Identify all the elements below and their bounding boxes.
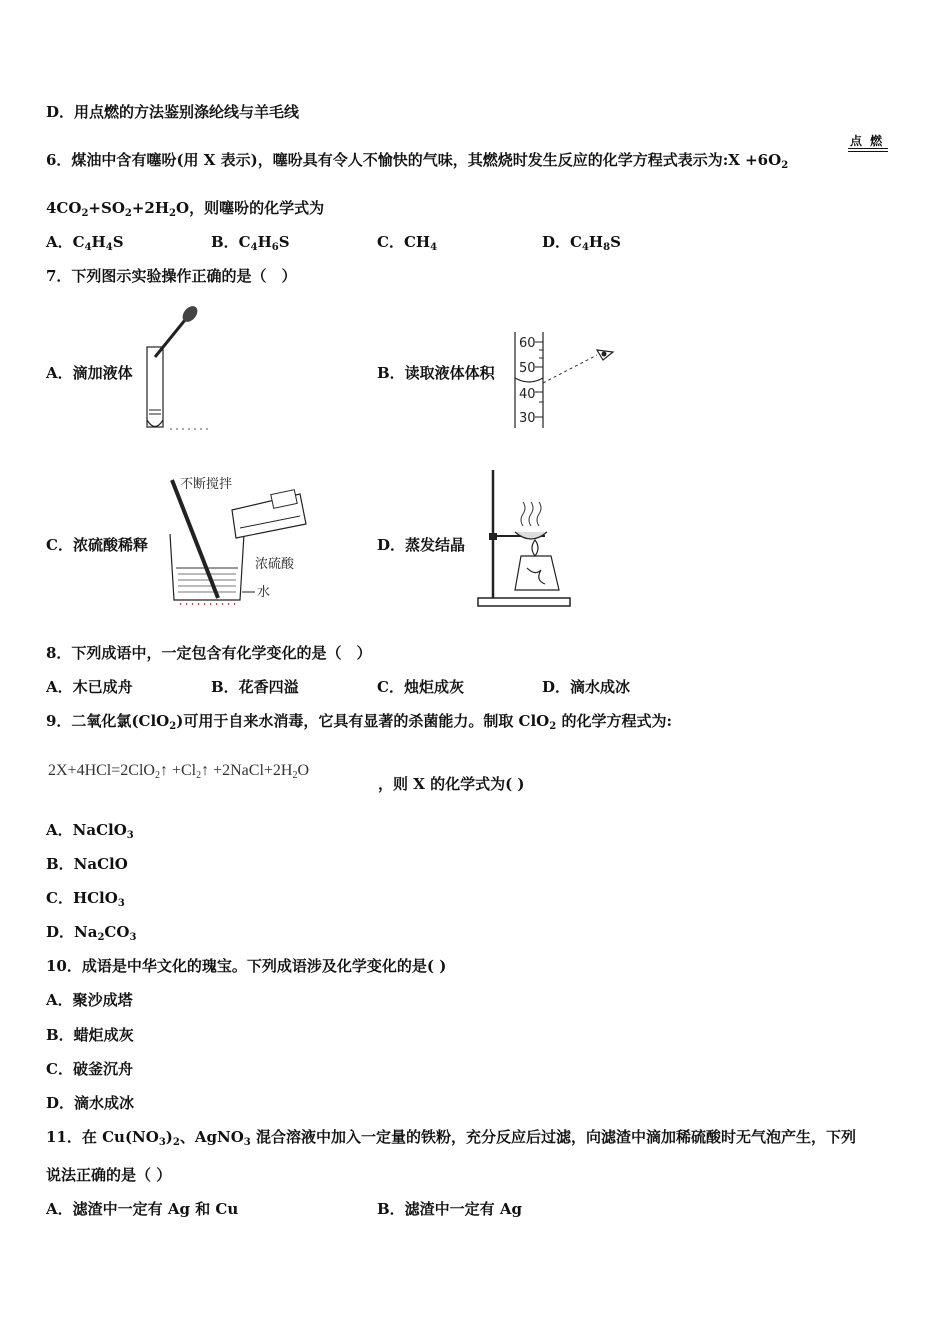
reaction-condition: 点 燃 [850, 134, 885, 148]
q6-option-c: C．$CH_4$ [377, 233, 438, 253]
q8-option-d: D．滴水成冰 [542, 678, 631, 696]
q9-stem: 9．二氧化氯(ClO$_2$)可用于自来水消毒，它具有显著的杀菌能力。制取 ClO$_2$ 的化学方程式为: [46, 712, 672, 732]
q9-equation: 2X+4HCl=2ClO$_2$↑ $+Cl_2↑$ $+2NaCl+2H_2O$ [48, 762, 310, 781]
label-stir: 不断搅拌 [180, 477, 233, 492]
q8-option-b: B．花香四溢 [211, 678, 299, 696]
q9-option-a: A．NaClO$_3$ [46, 821, 134, 841]
q10-option-d: D．滴水成冰 [46, 1094, 135, 1112]
q7-stem: 7．下列图示实验操作正确的是（ ） [46, 267, 297, 285]
flame [532, 540, 538, 556]
q11-stem: 11．在 $Cu(NO_3)_2$、AgNO$_3$ 混合溶液中加入一定量的铁粉，充分反应后过滤，向滤渣中滴加稀硫酸时无气泡产生，下列 [46, 1128, 856, 1148]
q5-option-d: D．用点燃的方法鉴别涤纶线与羊毛线 [46, 103, 300, 121]
q10-option-b: B．蜡炬成灰 [46, 1026, 134, 1044]
q6-stem-line2: $4CO_2+SO_2+2H_2O$，则噻吩的化学式为 [46, 199, 325, 219]
q7-option-c: C．浓硫酸稀释 [46, 536, 148, 554]
q11-option-a: A．滤渣中一定有 Ag 和 Cu [46, 1200, 239, 1218]
q9-stem-tail: ，则 X 的化学式为( ) [378, 775, 525, 793]
stand-base [478, 598, 570, 606]
q10-stem: 10．成语是中华文化的瑰宝。下列成语涉及化学变化的是( ) [46, 957, 447, 975]
test-tube [147, 347, 163, 427]
q10-option-c: C．破釜沉舟 [46, 1060, 133, 1078]
tick-label-60: 60 [519, 336, 536, 351]
dropper-test-tube-figure [140, 305, 220, 433]
sight-line [543, 355, 597, 383]
tick-label-30: 30 [519, 411, 536, 426]
label-water: 水 [257, 585, 271, 600]
q9-option-b: B．NaClO [46, 855, 128, 873]
evaporating-dish [515, 532, 547, 539]
q7-option-a: A．滴加液体 [46, 364, 133, 382]
q6-stem: 6．煤油中含有噻吩(用 X 表示)，噻吩具有令人不愉快的气味，其燃烧时发生反应的化学方程式表示为:X $+6O_2$ [46, 151, 789, 171]
q8-stem: 8．下列成语中，一定包含有化学变化的是（ ） [46, 644, 372, 662]
acid-dilution-figure [160, 472, 320, 608]
q11-stem-line2: 说法正确的是（ ） [46, 1166, 172, 1184]
evaporation-figure [475, 466, 575, 608]
q8-option-a: A．木已成舟 [46, 678, 133, 696]
q6-option-a: A．$C_4H_4S$ [46, 233, 124, 253]
q9-option-d: D．$Na_2CO_3$ [46, 923, 137, 943]
reaction-arrow [848, 148, 888, 152]
q10-option-a: A．聚沙成塔 [46, 991, 133, 1009]
q6-option-d: D．$C_4H_8S$ [542, 233, 621, 253]
meniscus [515, 378, 543, 382]
q6-option-b: B．$C_4H_6S$ [211, 233, 290, 253]
q7-option-b: B．读取液体体积 [377, 364, 495, 382]
q9-option-c: C．HClO$_3$ [46, 889, 125, 909]
q8-option-c: C．烛炬成灰 [377, 678, 464, 696]
q7-option-d: D．蒸发结晶 [377, 536, 466, 554]
q11-option-b: B．滤渣中一定有 Ag [377, 1200, 523, 1218]
dropper [155, 320, 185, 357]
label-acid: 浓硫酸 [255, 557, 295, 572]
tick-label-50: 50 [519, 361, 536, 376]
graduated-cylinder-figure [505, 330, 625, 430]
tick-label-40: 40 [519, 387, 536, 402]
